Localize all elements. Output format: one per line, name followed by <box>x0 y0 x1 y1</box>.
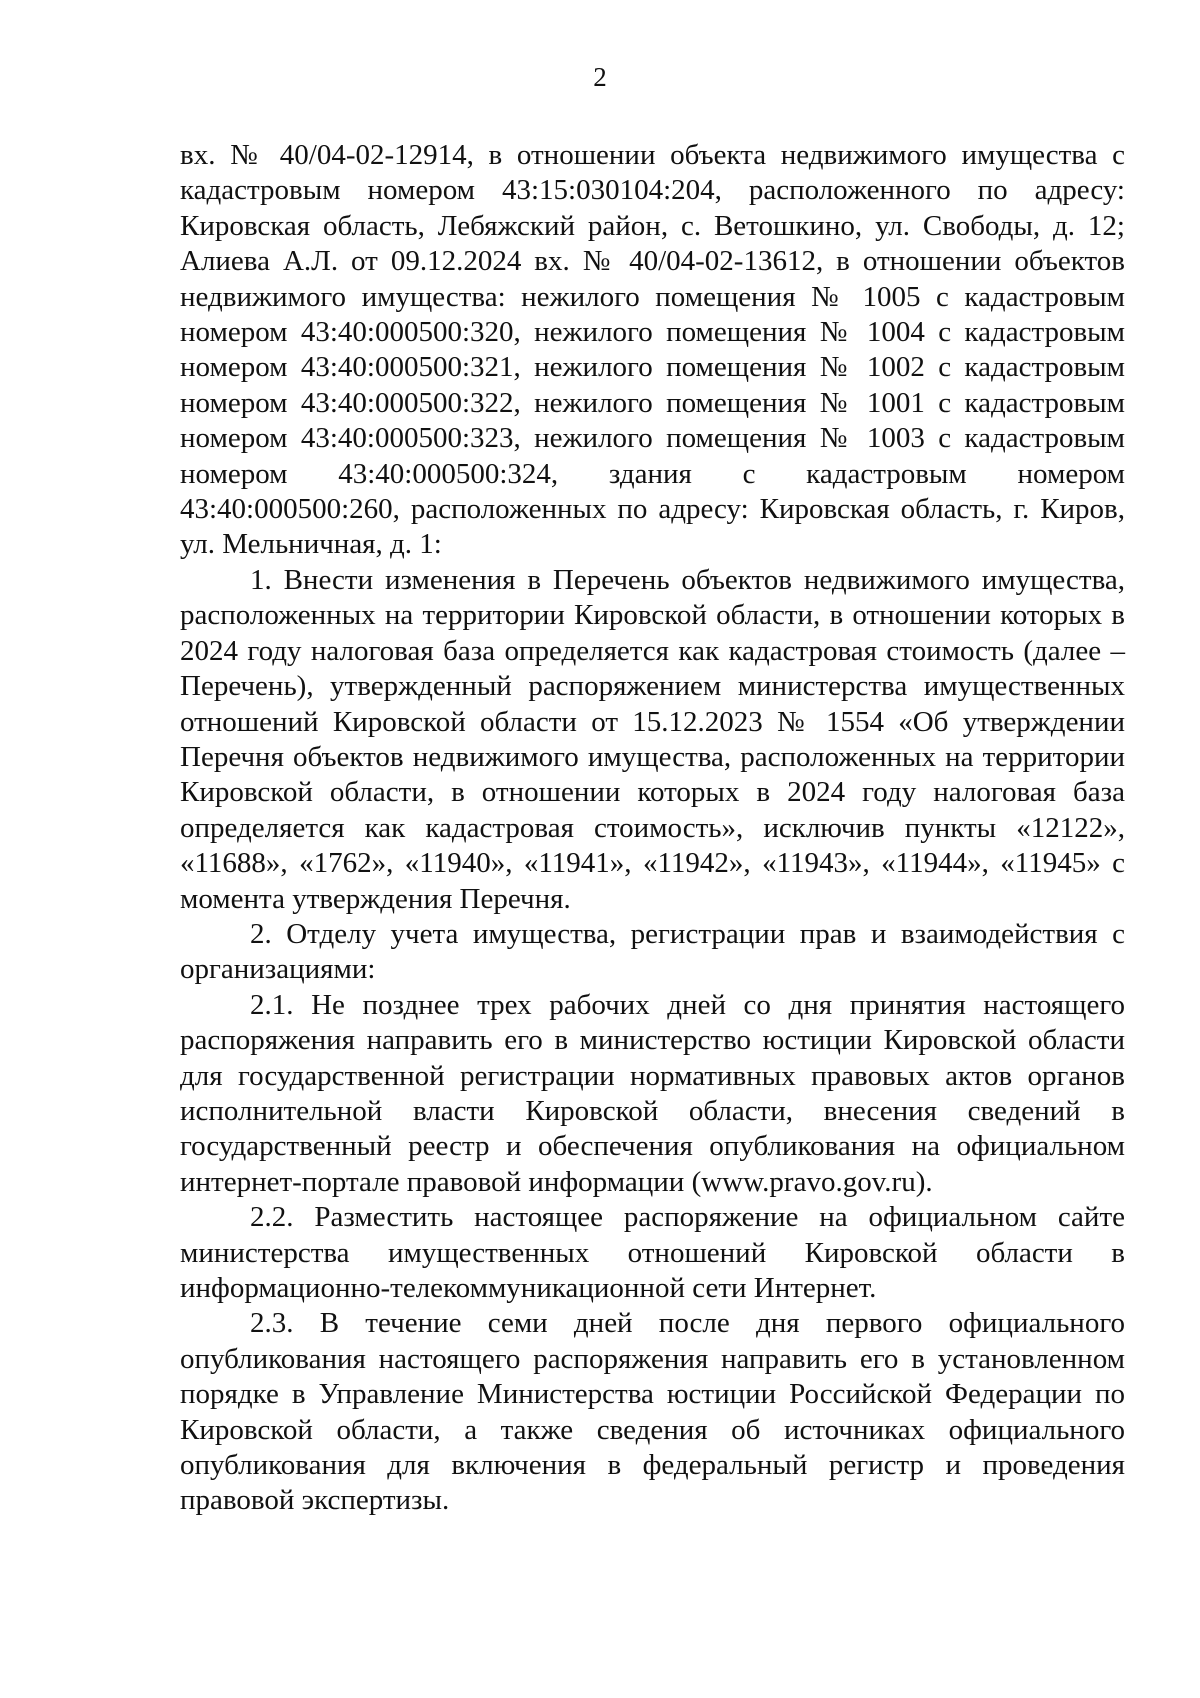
page-number: 2 <box>593 62 607 92</box>
intro-paragraph: вх. № 40/04-02-12914, в отношении объекта недвижимого имущества с кадастровым номером 43:15:030104:204, расположенного по адресу: Кировская область, Лебяжский район, с. Ветошкино, ул. Свободы, д. 12; Алиева А.Л. от 09.12.2024 вх. № 40/04-02-13612, в отношении объектов недвижимого имущества: нежилого помещения № 1005 с кадастровым номером 43:40:000500:320, нежилого помещения № 1004 с кадастровым номером 43:40:000500:321, нежилого помещения № 1002 с кадастровым номером 43:40:000500:322, нежилого помещения № 1001 с кадастровым номером 43:40:000500:323, нежилого помещения № 1003 с кадастровым номером 43:40:000500:324, здания с кадастровым номером 43:40:000500:260, расположенных по адресу: Кировская область, г. Киров, ул. Мельничная, д. 1: <box>180 139 1125 561</box>
document-body <box>180 138 1125 1519</box>
clause-2-2: 2.2. Разместить настоящее распоряжение на официальном сайте министерства имущественных отношений Кировской области в информационно-телекоммуникационной сети Интернет. <box>180 1201 1125 1304</box>
clause-1: 1. Внести изменения в Перечень объектов недвижимого имущества, расположенных на территории Кировской области, в отношении которых в 2024 году налоговая база определяется как кадастровая стоимость (далее – Перечень), утвержденный распоряжением министерства имущественных отношений Кировской области от 15.12.2023 № 1554 «Об утверждении Перечня объектов недвижимого имущества, расположенных на территории Кировской области, в отношении которых в 2024 году налоговая база определяется как кадастровая стоимость», исключив пункты «12122», «11688», «1762», «11940», «11941», «11942», «11943», «11944», «11945» с момента утверждения Перечня. <box>180 563 1125 915</box>
clause-2-1: 2.1. Не позднее трех рабочих дней со дня принятия настоящего распоряжения направить его в министерство юстиции Кировской области для государственной регистрации нормативных правовых актов органов исполнительной власти Кировской области, внесения сведений в государственный реестр и обеспечения опубликования на официальном интернет-портале правовой информации (www.pravo.gov.ru). <box>180 988 1125 1198</box>
clause-2: 2. Отделу учета имущества, регистрации прав и взаимодействия с организациями: <box>180 917 1125 986</box>
clause-2-3: 2.3. В течение семи дней после дня первого официального опубликования настоящего распоряжения направить его в установленном порядке в Управление Министерства юстиции Российской Федерации по Кировской области, а также сведения об источниках официального опубликования для включения в федеральный регистр и проведения правовой экспертизы. <box>180 1307 1125 1517</box>
